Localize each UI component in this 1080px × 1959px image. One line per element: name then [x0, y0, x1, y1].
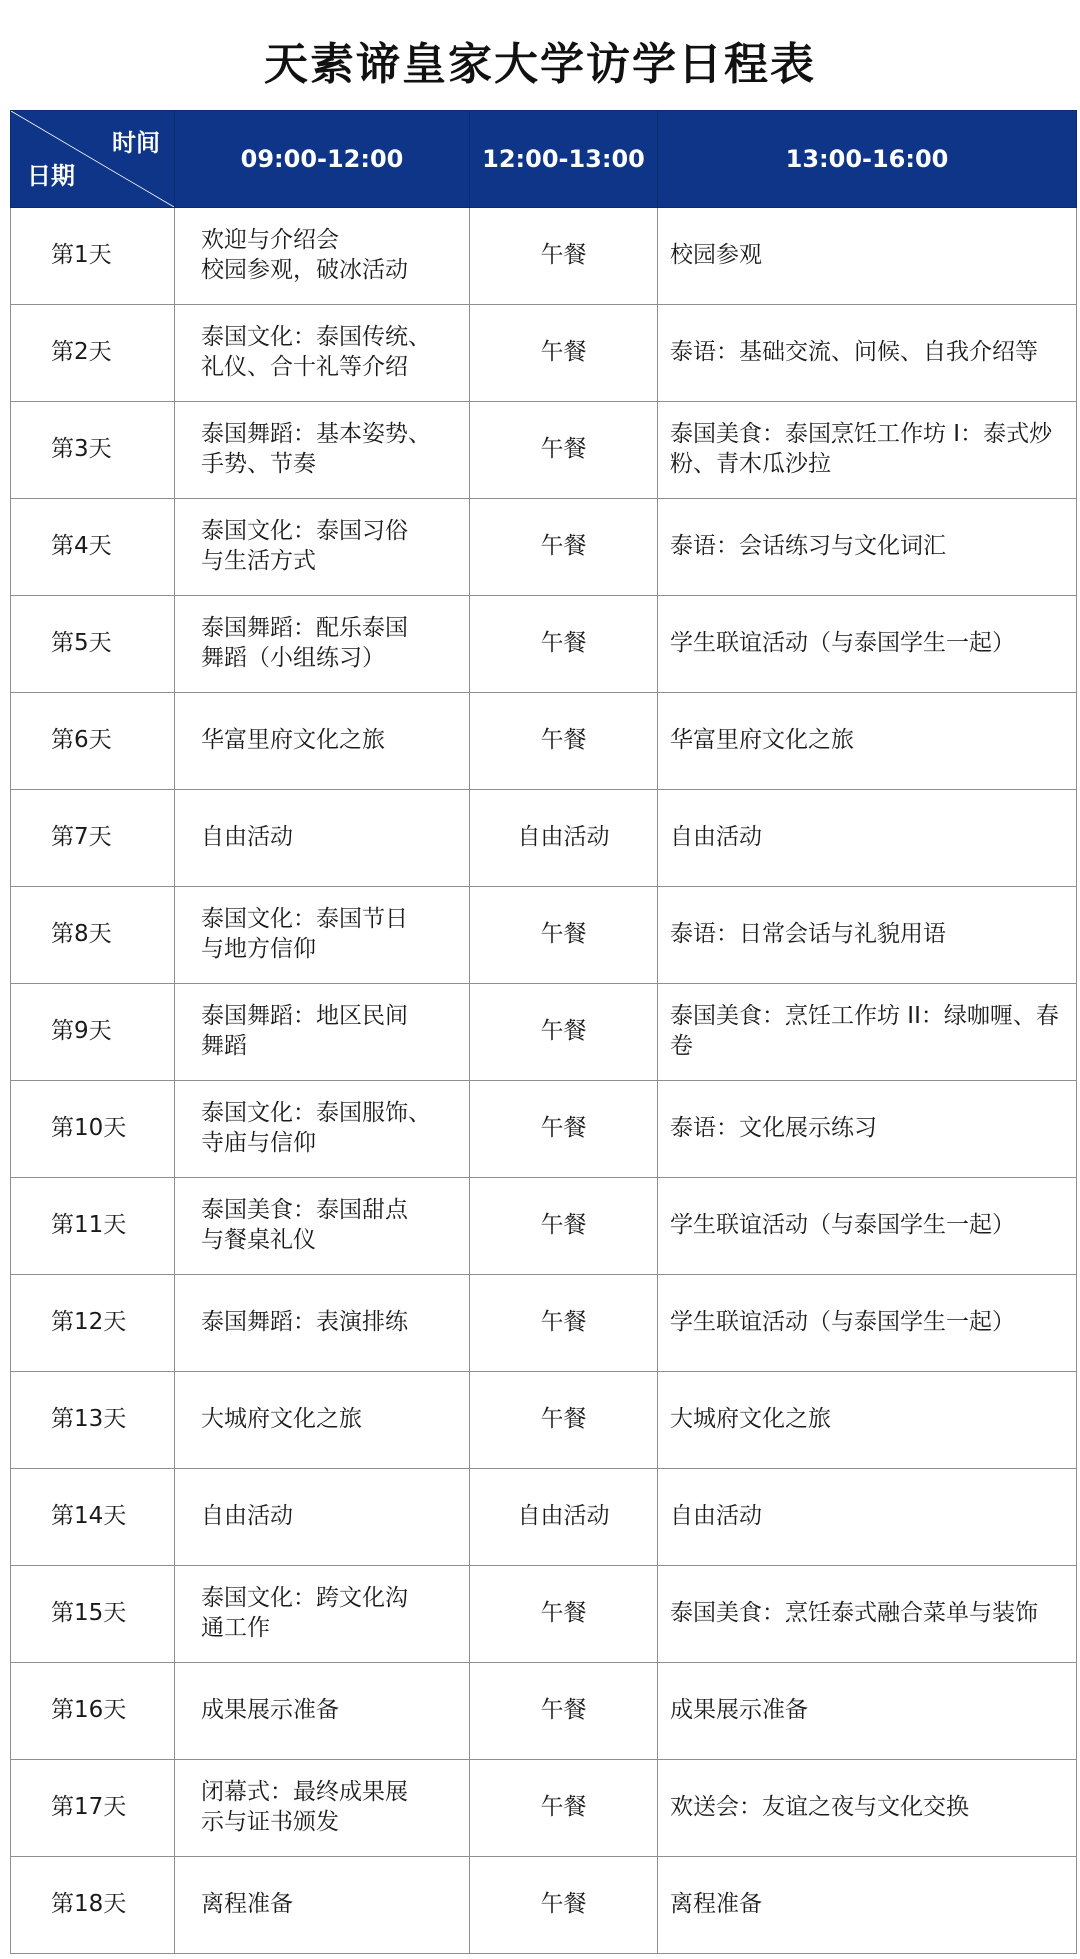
- morning-cell: [175, 1566, 470, 1663]
- morning-cell: [175, 499, 470, 596]
- morning-cell: [175, 1372, 470, 1469]
- noon-cell: 午餐: [470, 402, 658, 499]
- table-row: [11, 1178, 1077, 1275]
- table-row: [11, 1275, 1077, 1372]
- day-cell: 第5天: [11, 596, 175, 693]
- noon-cell: 午餐: [470, 596, 658, 693]
- morning-line: 泰国文化：泰国服饰、: [201, 1100, 431, 1127]
- afternoon-cell: 泰语：基础交流、问候、自我介绍等: [658, 305, 1077, 402]
- morning-line: 与地方信仰: [201, 936, 316, 962]
- morning-cell: [175, 693, 470, 790]
- afternoon-cell: 学生联谊活动（与泰国学生一起）: [658, 1275, 1077, 1372]
- table-row: [11, 984, 1077, 1081]
- afternoon-cell: 泰国美食：泰国烹饪工作坊 I：泰式炒粉、青木瓜沙拉: [658, 402, 1077, 499]
- morning-cell: [175, 790, 470, 887]
- header-slot-morning: 09:00-12:00: [175, 111, 470, 208]
- morning-line: 通工作: [201, 1615, 270, 1641]
- afternoon-cell: 离程准备: [658, 1857, 1077, 1954]
- morning-cell: [175, 1275, 470, 1372]
- table-row: [11, 402, 1077, 499]
- noon-cell: 午餐: [470, 1663, 658, 1760]
- morning-line: 手势、节奏: [201, 451, 316, 477]
- morning-line: 大城府文化之旅: [201, 1406, 362, 1433]
- afternoon-cell: 华富里府文化之旅: [658, 693, 1077, 790]
- noon-cell: 午餐: [470, 1760, 658, 1857]
- morning-cell: [175, 1857, 470, 1954]
- noon-cell: 午餐: [470, 984, 658, 1081]
- day-cell: 第11天: [11, 1178, 175, 1275]
- header-slot-afternoon: 13:00-16:00: [658, 111, 1077, 208]
- morning-line: 成果展示准备: [201, 1697, 339, 1724]
- noon-cell: 午餐: [470, 693, 658, 790]
- afternoon-cell: 泰国美食：烹饪泰式融合菜单与装饰: [658, 1566, 1077, 1663]
- table-header: [11, 111, 1077, 208]
- morning-cell: [175, 402, 470, 499]
- day-cell: 第10天: [11, 1081, 175, 1178]
- noon-cell: 午餐: [470, 499, 658, 596]
- day-cell: 第12天: [11, 1275, 175, 1372]
- morning-line: 泰国文化：泰国节日: [201, 906, 408, 933]
- day-cell: 第15天: [11, 1566, 175, 1663]
- morning-line: 闭幕式：最终成果展: [201, 1779, 408, 1806]
- afternoon-cell: 泰语：文化展示练习: [658, 1081, 1077, 1178]
- day-cell: 第18天: [11, 1857, 175, 1954]
- day-cell: 第2天: [11, 305, 175, 402]
- noon-cell: 午餐: [470, 305, 658, 402]
- noon-cell: 午餐: [470, 1275, 658, 1372]
- page-title: 天素谛皇家大学访学日程表: [264, 39, 816, 90]
- header-row: [11, 111, 1077, 208]
- day-cell: 第17天: [11, 1760, 175, 1857]
- day-cell: 第13天: [11, 1372, 175, 1469]
- header-corner-cell: [11, 111, 175, 208]
- header-date-label: 日期: [27, 162, 75, 190]
- morning-line: 自由活动: [201, 824, 293, 851]
- header-time-label: 时间: [112, 129, 160, 157]
- table-row: [11, 1081, 1077, 1178]
- morning-line: 自由活动: [201, 1503, 293, 1530]
- table-row: [11, 208, 1077, 305]
- morning-cell: [175, 1760, 470, 1857]
- afternoon-cell: 自由活动: [658, 1469, 1077, 1566]
- morning-line: 泰国文化：跨文化沟: [201, 1585, 408, 1612]
- morning-line: 礼仪、合十礼等介绍: [201, 354, 408, 380]
- morning-cell: [175, 1081, 470, 1178]
- day-cell: 第9天: [11, 984, 175, 1081]
- morning-line: 泰国舞蹈：地区民间: [201, 1003, 408, 1030]
- day-cell: 第6天: [11, 693, 175, 790]
- table-row: [11, 1469, 1077, 1566]
- noon-cell: 午餐: [470, 1081, 658, 1178]
- morning-cell: [175, 887, 470, 984]
- morning-line: 泰国美食：泰国甜点: [201, 1197, 408, 1224]
- table-row: [11, 1760, 1077, 1857]
- table-row: [11, 693, 1077, 790]
- afternoon-cell: 大城府文化之旅: [658, 1372, 1077, 1469]
- morning-cell: [175, 208, 470, 305]
- table-body: [11, 208, 1077, 1954]
- morning-line: 泰国文化：泰国习俗: [201, 518, 408, 545]
- table-row: [11, 305, 1077, 402]
- morning-line: 寺庙与信仰: [201, 1130, 316, 1156]
- noon-cell: 午餐: [470, 1857, 658, 1954]
- morning-line: 舞蹈: [201, 1033, 247, 1059]
- morning-line: 舞蹈（小组练习）: [201, 645, 385, 671]
- morning-line: 校园参观，破冰活动: [201, 257, 408, 283]
- morning-line: 泰国文化：泰国传统、: [201, 324, 431, 351]
- noon-cell: 午餐: [470, 1372, 658, 1469]
- morning-cell: [175, 305, 470, 402]
- day-cell: 第8天: [11, 887, 175, 984]
- afternoon-cell: 自由活动: [658, 790, 1077, 887]
- afternoon-cell: 成果展示准备: [658, 1663, 1077, 1760]
- morning-line: 欢迎与介绍会: [201, 227, 339, 254]
- day-cell: 第3天: [11, 402, 175, 499]
- table-row: [11, 1372, 1077, 1469]
- noon-cell: 午餐: [470, 887, 658, 984]
- morning-line: 泰国舞蹈：表演排练: [201, 1309, 408, 1336]
- morning-line: 泰国舞蹈：配乐泰国: [201, 615, 408, 642]
- morning-cell: [175, 984, 470, 1081]
- day-cell: 第16天: [11, 1663, 175, 1760]
- morning-line: 示与证书颁发: [201, 1809, 339, 1835]
- morning-cell: [175, 1469, 470, 1566]
- table-row: [11, 499, 1077, 596]
- noon-cell: 午餐: [470, 208, 658, 305]
- table-row: [11, 596, 1077, 693]
- morning-line: 与生活方式: [201, 548, 316, 574]
- morning-cell: [175, 596, 470, 693]
- noon-cell: 自由活动: [470, 1469, 658, 1566]
- day-cell: 第14天: [11, 1469, 175, 1566]
- morning-cell: [175, 1663, 470, 1760]
- table-row: [11, 887, 1077, 984]
- schedule-table: [10, 110, 1077, 1954]
- header-slot-noon: 12:00-13:00: [470, 111, 658, 208]
- afternoon-cell: 学生联谊活动（与泰国学生一起）: [658, 596, 1077, 693]
- afternoon-cell: 学生联谊活动（与泰国学生一起）: [658, 1178, 1077, 1275]
- table-row: [11, 1857, 1077, 1954]
- day-cell: 第7天: [11, 790, 175, 887]
- afternoon-cell: 泰语：会话练习与文化词汇: [658, 499, 1077, 596]
- afternoon-cell: 欢送会：友谊之夜与文化交换: [658, 1760, 1077, 1857]
- morning-line: 离程准备: [201, 1891, 293, 1918]
- table-row: [11, 790, 1077, 887]
- morning-line: 与餐桌礼仪: [201, 1227, 316, 1253]
- afternoon-cell: 校园参观: [658, 208, 1077, 305]
- afternoon-cell: 泰国美食：烹饪工作坊 II：绿咖喱、春卷: [658, 984, 1077, 1081]
- morning-line: 华富里府文化之旅: [201, 727, 385, 754]
- day-cell: 第4天: [11, 499, 175, 596]
- noon-cell: 自由活动: [470, 790, 658, 887]
- table-row: [11, 1566, 1077, 1663]
- noon-cell: 午餐: [470, 1178, 658, 1275]
- table-row: [11, 1663, 1077, 1760]
- morning-cell: [175, 1178, 470, 1275]
- afternoon-cell: 泰语：日常会话与礼貌用语: [658, 887, 1077, 984]
- noon-cell: 午餐: [470, 1566, 658, 1663]
- morning-line: 泰国舞蹈：基本姿势、: [201, 421, 431, 448]
- day-cell: 第1天: [11, 208, 175, 305]
